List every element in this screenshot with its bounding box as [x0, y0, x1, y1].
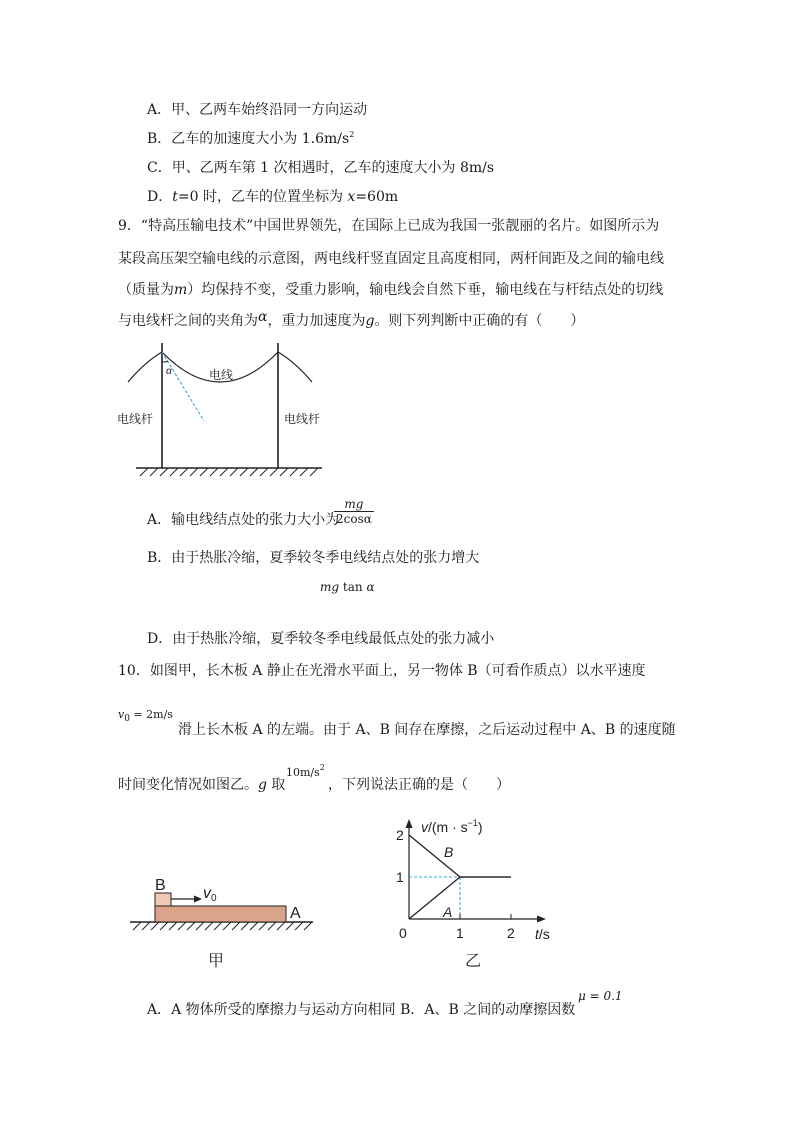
y-axis-label-close: ) — [477, 819, 483, 835]
q10-v0-sub: 0 — [124, 714, 130, 724]
x-axis-label-t: t — [535, 926, 539, 942]
q9-line3-m: m — [174, 282, 188, 298]
q9-line2-text: 某段高压架空输电线的示意图，两电线杆竖直固定且高度相同，两杆间距及之间的输电线 — [118, 251, 664, 267]
label-v0-v: v — [203, 885, 211, 902]
x-tick-label-2: 2 — [507, 925, 515, 941]
x-tick-label-1: 1 — [456, 925, 464, 941]
origin-label: 0 — [399, 925, 407, 941]
y-axis-arrow — [406, 819, 413, 828]
y-tick-label-2: 2 — [396, 827, 404, 843]
q10-line1-text: 10．如图甲，长木板 A 静止在光滑水平面上，另一物体 B（可看作质点）以水平速度 — [118, 663, 646, 679]
q10-mu-expr — [578, 987, 623, 1005]
q9-line4-g: g — [365, 313, 375, 329]
q10-line3-a: 时间变化情况如图乙。 — [118, 777, 258, 793]
q10-mu-text: μ = 0.1 — [578, 989, 623, 1003]
pole-left-label: 电线杆 — [117, 412, 154, 426]
q8-option-d-end: =60m — [355, 189, 399, 205]
q9-line1-text: 9．“特高压输电技术”中国世界领先，在国际上已成为我国一张靓丽的名片。如图所示为 — [118, 218, 660, 234]
q9-line4-alpha: α — [258, 309, 268, 325]
y-tick-label-1: 1 — [396, 869, 404, 885]
q10-g-value-text: 10m/s — [286, 766, 320, 779]
series-B-line — [409, 835, 511, 877]
label-a: A — [290, 905, 301, 922]
q8-option-b-text: B．乙车的加速度大小为 1.6m/s — [147, 131, 350, 147]
q10-line3-c: ，下列说法正确的是（ ） — [328, 777, 510, 793]
y-axis-label-v: v — [421, 819, 428, 835]
q9-line4-b: ，重力加速度为 — [267, 313, 366, 329]
q9-option-d-text: D．由于热胀冷缩，夏季较冬季电线最低点处的张力减小 — [147, 631, 495, 647]
q9-option-a-den: 2cosα — [336, 512, 372, 526]
q8-option-d-mid: =0 时，乙车的位置坐标为 — [177, 189, 348, 205]
q9-option-a-num: mg — [344, 497, 364, 511]
q10-g-value-sup: 2 — [319, 763, 325, 772]
series-label-b: B — [444, 844, 454, 860]
q10-v0-rest: = 2m/s — [129, 708, 173, 721]
wire-label: 电线 — [209, 368, 234, 382]
q8-option-a-text: A．甲、乙两车始终沿同一方向运动 — [147, 102, 368, 118]
angle-label: α — [166, 366, 172, 377]
q10-line3-g: g — [258, 777, 267, 793]
q10-line2-text: 滑上长木板 A 的左端。由于 A、B 间存在摩擦，之后运动过程中 A、B 的速度随 — [178, 722, 676, 738]
q10-option-a — [147, 1001, 575, 1019]
label-b: B — [155, 877, 166, 894]
y-axis-label-sup: −1 — [467, 818, 478, 828]
x-axis-arrow — [537, 916, 546, 923]
q8-option-c-text: C．甲、乙两车第 1 次相遇时，乙车的速度大小为 8m/s — [147, 160, 495, 176]
x-axis-label — [535, 926, 550, 942]
x-axis-label-unit: /s — [538, 926, 550, 942]
series-label-a: A — [443, 904, 453, 920]
q8-option-b-sup: 2 — [349, 130, 355, 139]
q8-option-d-t: t — [172, 189, 178, 205]
caption-jia: 甲 — [208, 953, 225, 970]
q10-line3-b: 取 — [266, 777, 286, 793]
q9-option-c-alpha: α — [366, 580, 375, 594]
q8-option-d-x: x — [347, 189, 356, 205]
q9-option-c-mg: mg — [320, 580, 340, 594]
y-axis-label-unit: /(m · s — [428, 819, 468, 835]
q9-line3-a: （质量为 — [118, 282, 174, 298]
caption-yi: 乙 — [465, 953, 482, 970]
q9-line4-c: 。则下列判断中正确的有（ ） — [374, 313, 585, 329]
q9-option-b-text: B．由于热胀冷缩，夏季较冬季电线结点处的张力增大 — [147, 550, 480, 566]
pole-right-label: 电线杆 — [284, 412, 321, 426]
q9-option-c-tan: tan — [342, 580, 363, 594]
q8-option-d-prefix: D． — [147, 189, 173, 205]
q10-option-a-text: A．A 物体所受的摩擦力与运动方向相同 B．A、B 之间的动摩擦因数 — [147, 1002, 576, 1018]
q9-line3-b: ）均保持不变，受重力影响，输电线会自然下垂，输电线在与杆结点处的切线 — [187, 282, 664, 298]
q9-option-a-text: A．输电线结点处的张力大小为 — [147, 512, 340, 528]
q9-line4-a: 与电线杆之间的夹角为 — [118, 313, 258, 329]
label-v0-sub: 0 — [211, 893, 217, 904]
q10-v0-v: v — [118, 708, 125, 721]
y-axis-label — [421, 818, 483, 835]
